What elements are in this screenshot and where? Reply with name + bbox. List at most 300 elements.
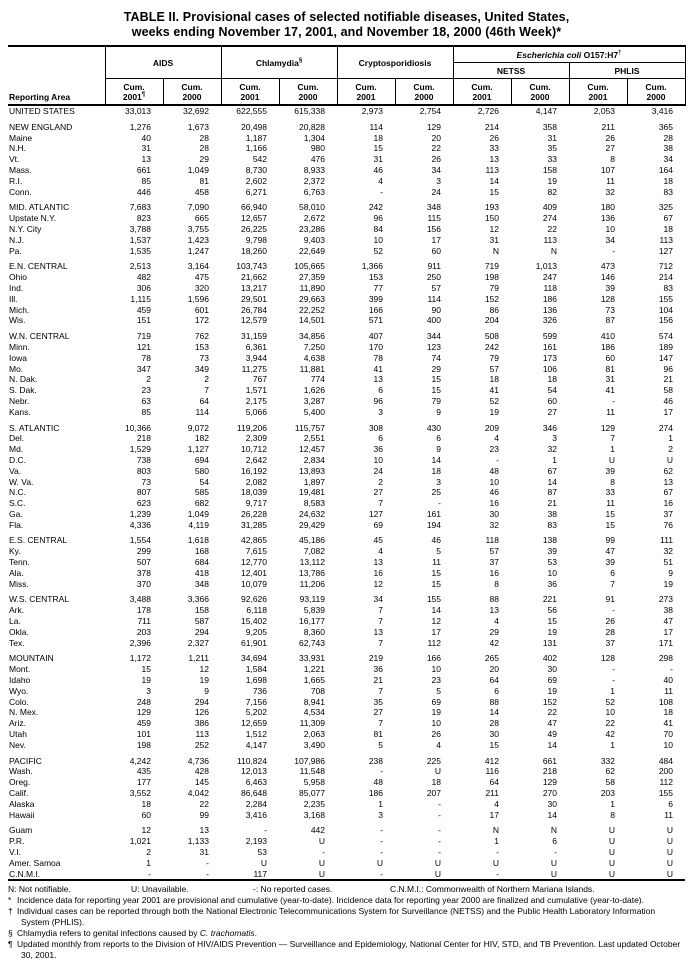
ecoli-italic-label: Escherichia coli bbox=[516, 49, 582, 60]
value-cell: 52 bbox=[373, 245, 383, 256]
value-cell: 21,662 bbox=[241, 272, 267, 283]
cum-column-header: Cum. 2001¶ bbox=[105, 79, 163, 106]
value-cell: 161 bbox=[542, 341, 558, 352]
value-cell: 107,986 bbox=[294, 755, 325, 766]
value-cell: 114 bbox=[195, 406, 209, 417]
value-cell: 60 bbox=[141, 809, 151, 820]
table-row bbox=[8, 766, 685, 777]
value-cell: 4,534 bbox=[303, 707, 325, 718]
value-cell: U bbox=[318, 836, 325, 847]
value-cell: 11 bbox=[664, 685, 674, 696]
reporting-area-cell: Alaska bbox=[9, 798, 35, 809]
reporting-area-cell: Mont. bbox=[9, 664, 31, 675]
reporting-area-cell: Va. bbox=[9, 465, 22, 476]
value-cell: 64 bbox=[489, 675, 500, 686]
value-cell: 2,754 bbox=[419, 106, 442, 116]
value-cell: 622,555 bbox=[236, 106, 267, 116]
value-cell: 1,211 bbox=[188, 653, 209, 664]
legend-cnmi: C.N.M.I.: Commonwealth of Northern Mariana Islands. bbox=[390, 884, 595, 895]
table-row bbox=[8, 455, 685, 466]
value-cell: 2 bbox=[668, 444, 674, 455]
value-cell: 39 bbox=[605, 465, 616, 476]
value-cell: 428 bbox=[194, 766, 209, 777]
value-cell: 473 bbox=[600, 261, 616, 272]
value-cell: N bbox=[492, 245, 500, 256]
value-cell: 150 bbox=[484, 213, 500, 224]
value-cell: 158 bbox=[194, 605, 209, 616]
table-row bbox=[8, 246, 685, 257]
value-cell: 298 bbox=[658, 653, 674, 664]
value-cell: 156 bbox=[426, 223, 442, 234]
reporting-area-cell: Ga. bbox=[9, 508, 23, 519]
value-cell: 294 bbox=[194, 696, 209, 707]
value-cell: 27 bbox=[373, 487, 383, 498]
value-cell: 15 bbox=[605, 508, 616, 519]
value-cell: 17 bbox=[663, 406, 674, 417]
value-cell: 18 bbox=[141, 798, 151, 809]
value-cell: 16,177 bbox=[299, 616, 325, 627]
value-cell: 19 bbox=[489, 406, 500, 417]
value-cell: 73 bbox=[605, 304, 616, 315]
value-cell: 1,512 bbox=[245, 729, 267, 740]
value-cell: 719 bbox=[484, 261, 500, 272]
value-cell: 6 bbox=[552, 836, 558, 847]
title-line-2: weeks ending November 17, 2001, and November 18, 2000 (46th Week)* bbox=[131, 25, 562, 39]
table-row bbox=[8, 718, 685, 729]
value-cell: 193 bbox=[484, 202, 500, 213]
value-cell: 6,271 bbox=[245, 186, 267, 197]
cum-column-header: Cum. 2000 bbox=[279, 79, 337, 106]
value-cell: 738 bbox=[136, 454, 151, 465]
value-cell: 11 bbox=[606, 406, 616, 417]
value-cell: 11,890 bbox=[299, 282, 325, 293]
value-cell: 1 bbox=[552, 454, 558, 465]
value-cell: 47 bbox=[663, 616, 674, 627]
value-cell: 11,275 bbox=[241, 363, 267, 374]
value-cell: 8 bbox=[610, 476, 616, 487]
table-row bbox=[8, 858, 685, 869]
value-cell: 1,698 bbox=[245, 675, 267, 686]
value-cell: 147 bbox=[658, 352, 674, 363]
value-cell: 6 bbox=[378, 385, 383, 396]
value-cell: 33,931 bbox=[299, 653, 325, 664]
value-cell: - bbox=[496, 868, 500, 879]
value-cell: 186 bbox=[368, 788, 383, 799]
value-cell: - bbox=[670, 664, 674, 675]
value-cell: 273 bbox=[658, 594, 674, 605]
value-cell: 349 bbox=[194, 363, 209, 374]
value-cell: 83 bbox=[547, 519, 558, 530]
value-cell: 93,119 bbox=[299, 594, 325, 605]
reporting-area-cell: D.C. bbox=[9, 454, 26, 465]
reporting-area-cell: S. ATLANTIC bbox=[9, 422, 60, 433]
reporting-area-cell: Nebr. bbox=[9, 395, 30, 406]
value-cell: 507 bbox=[136, 557, 151, 568]
cum-column-header: Cum. 2000 bbox=[511, 79, 569, 106]
value-cell: 24,632 bbox=[299, 508, 325, 519]
value-cell: 13,112 bbox=[299, 557, 325, 568]
value-cell: 20 bbox=[489, 664, 500, 675]
value-cell: 19 bbox=[547, 685, 558, 696]
cum-column-header: Cum. 2001 bbox=[221, 79, 279, 106]
reporting-area-cell: MID. ATLANTIC bbox=[9, 202, 70, 213]
value-cell: 41 bbox=[663, 718, 674, 729]
value-cell: 32,692 bbox=[183, 106, 209, 116]
value-cell: 7 bbox=[378, 498, 383, 509]
value-cell: 42,865 bbox=[241, 535, 267, 546]
col-group-netss: NETSS bbox=[453, 63, 569, 79]
value-cell: 38 bbox=[663, 605, 674, 616]
value-cell: 1,665 bbox=[303, 675, 325, 686]
value-cell: 121 bbox=[136, 341, 151, 352]
reporting-area-cell: Okla. bbox=[9, 626, 29, 637]
c-trachomatis-italic: C. trachomatis bbox=[199, 928, 255, 939]
table-row bbox=[8, 283, 685, 294]
value-cell: 3,287 bbox=[303, 395, 325, 406]
value-cell: 6 bbox=[494, 685, 500, 696]
value-cell: 1,021 bbox=[129, 836, 151, 847]
value-cell: 1,537 bbox=[129, 234, 151, 245]
value-cell: 12,579 bbox=[241, 315, 267, 326]
value-cell: 1,626 bbox=[303, 385, 325, 396]
value-cell: - bbox=[612, 245, 616, 256]
value-cell: - bbox=[264, 825, 267, 836]
value-cell: 126 bbox=[194, 707, 209, 718]
value-cell: 13 bbox=[141, 154, 151, 165]
value-cell: 348 bbox=[194, 578, 209, 589]
table-row bbox=[8, 423, 685, 434]
value-cell: 1,584 bbox=[245, 664, 267, 675]
value-cell: 23 bbox=[489, 444, 500, 455]
value-cell: 54 bbox=[547, 385, 558, 396]
value-cell: 129 bbox=[426, 121, 442, 132]
value-cell: 96 bbox=[663, 363, 674, 374]
value-cell: 247 bbox=[542, 272, 558, 283]
value-cell: 1,187 bbox=[245, 132, 267, 143]
value-cell: 11,206 bbox=[299, 578, 325, 589]
value-cell: 9,798 bbox=[245, 234, 267, 245]
value-cell: 1,571 bbox=[245, 385, 267, 396]
value-cell: 3,416 bbox=[651, 106, 674, 116]
reporting-area-cell: E.N. CENTRAL bbox=[9, 261, 68, 272]
value-cell: 21 bbox=[663, 374, 674, 385]
value-cell: 11 bbox=[606, 175, 616, 186]
value-cell: 47 bbox=[605, 546, 616, 557]
value-cell: 3,168 bbox=[303, 809, 325, 820]
value-cell: 14 bbox=[431, 454, 442, 465]
reporting-area-cell: N. Mex. bbox=[9, 707, 39, 718]
value-cell: 18 bbox=[663, 707, 674, 718]
value-cell: 101 bbox=[136, 729, 151, 740]
value-cell: 5 bbox=[436, 546, 442, 557]
value-cell: 14,501 bbox=[299, 315, 325, 326]
value-cell: - bbox=[438, 809, 442, 820]
table-row bbox=[8, 616, 685, 627]
value-cell: 51 bbox=[663, 557, 674, 568]
value-cell: 136 bbox=[600, 213, 616, 224]
reporting-area-cell: Oreg. bbox=[9, 777, 31, 788]
value-cell: 9 bbox=[668, 567, 674, 578]
value-cell: 332 bbox=[600, 755, 616, 766]
value-cell: 719 bbox=[136, 331, 151, 342]
value-cell: 111 bbox=[660, 535, 674, 546]
value-cell: 38 bbox=[547, 508, 558, 519]
value-cell: 4,736 bbox=[187, 755, 209, 766]
value-cell: U bbox=[608, 847, 616, 857]
value-cell: 3,366 bbox=[187, 594, 209, 605]
value-cell: 91 bbox=[605, 594, 616, 605]
value-cell: 123 bbox=[426, 341, 442, 352]
value-cell: 30 bbox=[489, 508, 500, 519]
value-cell: 15 bbox=[431, 385, 442, 396]
value-cell: 1 bbox=[610, 685, 616, 696]
value-cell: 11,881 bbox=[299, 363, 325, 374]
value-cell: 661 bbox=[136, 164, 151, 175]
value-cell: 15 bbox=[373, 143, 383, 154]
value-cell: 78 bbox=[373, 352, 383, 363]
value-cell: 3,490 bbox=[303, 739, 325, 750]
value-cell: 17 bbox=[431, 234, 442, 245]
value-cell: 4 bbox=[494, 798, 500, 809]
value-cell: - bbox=[438, 836, 442, 847]
value-cell: 4,119 bbox=[188, 519, 209, 530]
value-cell: 10 bbox=[547, 567, 558, 578]
value-cell: 16 bbox=[373, 567, 383, 578]
reporting-area-cell: Pa. bbox=[9, 245, 22, 256]
value-cell: 146 bbox=[600, 272, 616, 283]
value-cell: 7,156 bbox=[245, 696, 267, 707]
value-cell: 580 bbox=[194, 465, 209, 476]
value-cell: 325 bbox=[658, 202, 674, 213]
value-cell: 3,944 bbox=[245, 352, 267, 363]
reporting-area-cell: La. bbox=[9, 616, 21, 627]
value-cell: 6 bbox=[378, 433, 383, 444]
value-cell: 46 bbox=[663, 395, 674, 406]
value-cell: 152 bbox=[542, 696, 558, 707]
value-cell: 1 bbox=[668, 433, 674, 444]
value-cell: 27 bbox=[605, 143, 616, 154]
value-cell: 49 bbox=[547, 729, 558, 740]
value-cell: 365 bbox=[658, 121, 674, 132]
reporting-area-cell: Maine bbox=[9, 132, 33, 143]
value-cell: 347 bbox=[136, 363, 151, 374]
reporting-area-cell: Calif. bbox=[9, 788, 29, 799]
value-cell: U bbox=[434, 857, 442, 868]
value-cell: 113 bbox=[659, 234, 674, 245]
value-cell: 2,193 bbox=[245, 836, 267, 847]
value-cell: 58 bbox=[663, 385, 674, 396]
value-cell: 7,090 bbox=[187, 202, 209, 213]
table-row bbox=[8, 788, 685, 799]
value-cell: 2,235 bbox=[303, 798, 325, 809]
value-cell: 182 bbox=[194, 433, 209, 444]
reporting-area-cell: Ark. bbox=[9, 605, 25, 616]
value-cell: 96 bbox=[373, 213, 383, 224]
value-cell: 684 bbox=[194, 557, 209, 568]
value-cell: 274 bbox=[542, 213, 558, 224]
table-row bbox=[8, 477, 685, 488]
value-cell: 39 bbox=[547, 546, 558, 557]
value-cell: - bbox=[380, 766, 383, 777]
value-cell: 14 bbox=[547, 476, 558, 487]
value-cell: 1,304 bbox=[303, 132, 325, 143]
value-cell: 2,973 bbox=[361, 106, 383, 116]
value-cell: 27 bbox=[547, 406, 558, 417]
value-cell: 25 bbox=[431, 487, 442, 498]
table-row bbox=[8, 653, 685, 664]
value-cell: 73 bbox=[199, 352, 209, 363]
value-cell: 18 bbox=[663, 223, 674, 234]
value-cell: 40 bbox=[663, 675, 674, 686]
table-row bbox=[8, 520, 685, 531]
value-cell: 35 bbox=[547, 143, 558, 154]
reporting-area-cell: N.H. bbox=[9, 143, 26, 154]
value-cell: 12,770 bbox=[241, 557, 267, 568]
value-cell: 28 bbox=[605, 626, 616, 637]
cum-column-header: Cum. 2000 bbox=[627, 79, 685, 106]
table-row bbox=[8, 224, 685, 235]
value-cell: 19 bbox=[141, 675, 151, 686]
table-row bbox=[8, 740, 685, 751]
value-cell: 37 bbox=[489, 557, 500, 568]
value-cell: 3,416 bbox=[245, 809, 267, 820]
value-cell: 63 bbox=[141, 395, 151, 406]
value-cell: 1,133 bbox=[187, 836, 209, 847]
value-cell: 12,457 bbox=[299, 444, 325, 455]
value-cell: 712 bbox=[658, 261, 674, 272]
value-cell: 34 bbox=[373, 594, 383, 605]
reporting-area-cell: Ala. bbox=[9, 567, 24, 578]
value-cell: 10 bbox=[431, 664, 442, 675]
table-row bbox=[8, 546, 685, 557]
reporting-area-cell: N.J. bbox=[9, 234, 25, 245]
value-cell: 14 bbox=[489, 175, 500, 186]
table-row bbox=[8, 498, 685, 509]
table-row bbox=[8, 557, 685, 568]
value-cell: 24 bbox=[431, 186, 442, 197]
value-cell: 29 bbox=[431, 363, 442, 374]
value-cell: 911 bbox=[427, 261, 442, 272]
table-row bbox=[8, 664, 685, 675]
value-cell: 145 bbox=[194, 777, 209, 788]
value-cell: 209 bbox=[484, 422, 500, 433]
legend-row bbox=[8, 884, 685, 895]
reporting-area-cell: Ill. bbox=[9, 293, 18, 304]
table-row bbox=[8, 729, 685, 740]
value-cell: 10 bbox=[605, 707, 616, 718]
value-cell: 69 bbox=[547, 675, 558, 686]
value-cell: 29 bbox=[489, 626, 500, 637]
reporting-area-cell: Minn. bbox=[9, 341, 30, 352]
value-cell: 11 bbox=[432, 557, 442, 568]
value-cell: 113 bbox=[543, 234, 558, 245]
value-cell: - bbox=[612, 675, 616, 686]
value-cell: 22 bbox=[199, 798, 209, 809]
value-cell: - bbox=[380, 836, 383, 847]
value-cell: 129 bbox=[600, 422, 616, 433]
value-cell: 83 bbox=[663, 282, 674, 293]
value-cell: 218 bbox=[136, 433, 151, 444]
value-cell: 15 bbox=[605, 519, 616, 530]
value-cell: 214 bbox=[658, 272, 674, 283]
ecoli-footnote-mark: † bbox=[618, 49, 622, 56]
value-cell: 203 bbox=[600, 788, 616, 799]
value-cell: 64 bbox=[489, 777, 500, 788]
value-cell: 508 bbox=[484, 331, 500, 342]
reporting-area-cell: Ind. bbox=[9, 282, 24, 293]
value-cell: 242 bbox=[368, 202, 383, 213]
value-cell: 3,788 bbox=[129, 223, 151, 234]
table-row bbox=[8, 777, 685, 788]
value-cell: 166 bbox=[426, 653, 442, 664]
value-cell: 370 bbox=[136, 578, 151, 589]
value-cell: 27 bbox=[373, 707, 383, 718]
table-row bbox=[8, 105, 685, 117]
cum-column-header: Cum. 2000 bbox=[395, 79, 453, 106]
table-row bbox=[8, 133, 685, 144]
value-cell: 585 bbox=[194, 487, 209, 498]
value-cell: 13,217 bbox=[241, 282, 267, 293]
value-cell: 18 bbox=[431, 777, 442, 788]
reporting-area-cell: W.N. CENTRAL bbox=[9, 331, 70, 342]
value-cell: 409 bbox=[542, 202, 558, 213]
value-cell: 87 bbox=[547, 487, 558, 498]
value-cell: 127 bbox=[368, 508, 383, 519]
value-cell: 19 bbox=[199, 675, 209, 686]
value-cell: 14 bbox=[431, 605, 442, 616]
value-cell: 15 bbox=[141, 664, 151, 675]
value-cell: 85,077 bbox=[299, 788, 325, 799]
value-cell: 79 bbox=[431, 395, 442, 406]
value-cell: 31,285 bbox=[241, 519, 267, 530]
reporting-area-cell: Amer. Samoa bbox=[9, 857, 61, 868]
value-cell: - bbox=[206, 857, 209, 868]
col-group-chlamydia: Chlamydia§ bbox=[221, 46, 337, 79]
value-cell: 10 bbox=[373, 454, 383, 465]
value-cell: 7 bbox=[610, 578, 616, 589]
value-cell: 274 bbox=[658, 422, 674, 433]
value-cell: 476 bbox=[310, 154, 325, 165]
value-cell: 177 bbox=[136, 777, 151, 788]
value-cell: 48 bbox=[373, 777, 383, 788]
value-cell: 2 bbox=[204, 374, 209, 385]
value-cell: 12 bbox=[141, 825, 151, 836]
value-cell: 2,372 bbox=[303, 175, 325, 186]
reporting-area-cell: R.I. bbox=[9, 175, 23, 186]
value-cell: 171 bbox=[658, 637, 674, 648]
value-cell: 113 bbox=[485, 164, 500, 175]
value-cell: 3,164 bbox=[187, 261, 209, 272]
value-cell: 194 bbox=[426, 519, 442, 530]
value-cell: 22 bbox=[431, 143, 442, 154]
cum-header-row bbox=[8, 79, 685, 106]
value-cell: 475 bbox=[194, 272, 209, 283]
value-cell: - bbox=[438, 847, 442, 857]
value-cell: 37 bbox=[605, 637, 616, 648]
reporting-area-header: Reporting Area bbox=[8, 46, 105, 105]
value-cell: 762 bbox=[194, 331, 209, 342]
value-cell: 14 bbox=[547, 809, 558, 820]
value-cell: 12,657 bbox=[241, 213, 267, 224]
value-cell: 32 bbox=[489, 519, 500, 530]
value-cell: 8,360 bbox=[303, 626, 325, 637]
value-cell: 74 bbox=[431, 352, 442, 363]
value-cell: 7 bbox=[610, 433, 616, 444]
value-cell: 574 bbox=[658, 331, 674, 342]
value-cell: 7,250 bbox=[303, 341, 325, 352]
value-cell: 45,186 bbox=[299, 535, 325, 546]
value-cell: 1 bbox=[378, 798, 383, 809]
